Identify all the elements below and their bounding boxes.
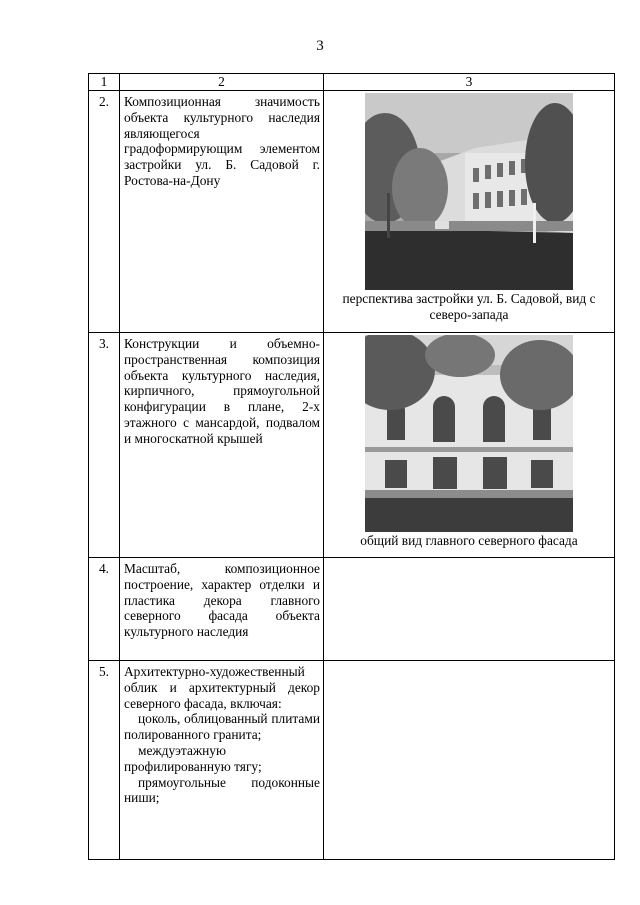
table-row (89, 558, 615, 661)
column-header: 2 (120, 74, 324, 91)
row-description (120, 333, 324, 558)
table-row (89, 661, 615, 860)
empty-cell (324, 661, 615, 860)
monument-subject-table (88, 73, 615, 860)
street-perspective-photo (365, 93, 573, 290)
empty-cell (324, 558, 615, 661)
description-item: междуэтажную профилированную тягу; (124, 742, 262, 774)
column-header: 3 (324, 74, 615, 91)
row-description (120, 91, 324, 333)
photo-cell (324, 91, 615, 333)
table-row (89, 91, 615, 333)
photo-caption: перспектива застройки ул. Б. Садовой, вид с северо-запада (342, 291, 596, 322)
row-number: 3. (89, 333, 120, 558)
table-header-row (89, 74, 615, 91)
row-number: 5. (89, 661, 120, 860)
description-text: Масштаб, композиционное построение, характер отделки и пластика декора главного северного фасада объекта культурного наследия (124, 561, 320, 640)
description-text: Композиционная значимость объекта культурного наследия являющегося градоформирующим элементом застройки ул. Б. Садовой г. Ростова-на-Дону (124, 94, 320, 188)
page-number: 3 (316, 38, 324, 54)
north-facade-photo (365, 335, 573, 532)
column-header: 1 (89, 74, 120, 91)
description-item: цоколь, облицованный плитами полированного гранита; (124, 711, 320, 743)
row-number: 2. (89, 91, 120, 333)
row-description (120, 558, 324, 661)
row-description (120, 661, 324, 860)
photo-cell (324, 333, 615, 558)
row-number: 4. (89, 558, 120, 661)
photo-caption: общий вид главного северного фасада (360, 533, 578, 548)
table-row (89, 333, 615, 558)
description-intro: Архитектурно-художественный облик и архитектурный декор северного фасада, включая: (124, 664, 320, 711)
description-text: Конструкции и объемно-пространственная композиция объекта культурного наследия, кирпичного, прямоугольной конфигурации в плане, 2-х этажного с мансардой, подвалом и многоскатной крышей (124, 336, 320, 446)
description-item: прямоугольные подоконные ниши; (124, 774, 320, 806)
